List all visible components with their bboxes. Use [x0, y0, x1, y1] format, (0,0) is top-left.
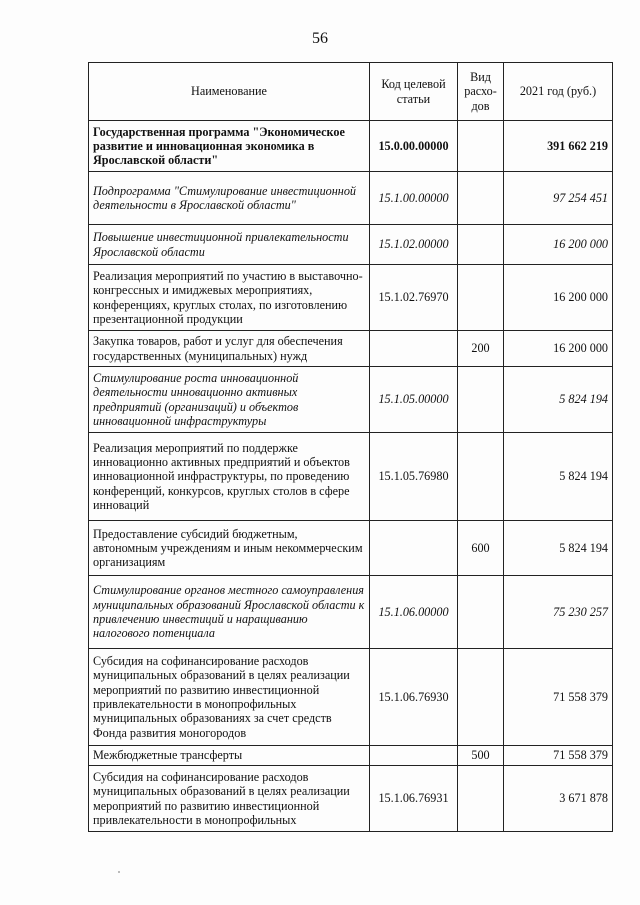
row-code-cell: 15.1.02.00000 [370, 225, 458, 265]
table-row [89, 331, 613, 367]
row-sum-cell: 16 200 000 [504, 331, 613, 367]
row-name-cell: Межбюджетные трансферты [89, 746, 370, 766]
row-name-cell: Реализация мероприятий по поддержке инновационно активных предприятий и объектов инновационной инфраструктуры, по проведению конференций, конкурсов, круглых столов в сфере инноваций [89, 433, 370, 521]
row-name-cell: Государственная программа "Экономическое развитие и инновационная экономика в Ярославской области" [89, 121, 370, 172]
header-kind: Вид расхо-дов [458, 63, 504, 121]
row-sum-cell: 97 254 451 [504, 172, 613, 225]
row-sum-cell: 75 230 257 [504, 576, 613, 649]
row-code-cell: 15.1.06.76930 [370, 649, 458, 746]
row-name-cell: Субсидия на софинансирование расходов муниципальных образований в целях реализации мероприятий по развитию инвестиционной привлекательности в монопрофильных [89, 766, 370, 832]
row-sum-cell: 3 671 878 [504, 766, 613, 832]
row-name-cell: Стимулирование роста инновационной деятельности инновационно активных предприятий (организаций) и объектов инновационной инфраструктуры [89, 367, 370, 433]
row-name-cell: Стимулирование органов местного самоуправления муниципальных образований Ярославской области к привлечению инвестиций и наращиванию налогового потенциала [89, 576, 370, 649]
row-kind-cell [458, 121, 504, 172]
row-sum-cell: 16 200 000 [504, 265, 613, 331]
table-row [89, 225, 613, 265]
row-code-cell: 15.1.02.76970 [370, 265, 458, 331]
row-kind-cell [458, 766, 504, 832]
row-sum-cell: 71 558 379 [504, 746, 613, 766]
row-kind-cell [458, 225, 504, 265]
row-name-cell: Предоставление субсидий бюджетным, автономным учреждениям и иным некоммерческим организациям [89, 521, 370, 576]
row-name-cell: Субсидия на софинансирование расходов муниципальных образований в целях реализации мероприятий по развитию инвестиционной привлекательности в монопрофильных муниципальных образованиях за счет средств Фонда развития моногородов [89, 649, 370, 746]
table-row [89, 766, 613, 832]
row-kind-cell: 200 [458, 331, 504, 367]
page-number: 56 [312, 30, 328, 47]
row-code-cell: 15.1.05.00000 [370, 367, 458, 433]
table-row [89, 576, 613, 649]
row-kind-cell [458, 433, 504, 521]
row-code-cell: 15.0.00.00000 [370, 121, 458, 172]
table-row [89, 746, 613, 766]
header-year: 2021 год (руб.) [504, 63, 613, 121]
table-row [89, 172, 613, 225]
scan-speck [118, 871, 120, 873]
row-sum-cell: 5 824 194 [504, 367, 613, 433]
row-code-cell: 15.1.06.76931 [370, 766, 458, 832]
row-kind-cell [458, 576, 504, 649]
header-code: Код целевой статьи [370, 63, 458, 121]
table-row [89, 521, 613, 576]
row-code-cell: 15.1.06.00000 [370, 576, 458, 649]
row-sum-cell: 16 200 000 [504, 225, 613, 265]
row-sum-cell: 5 824 194 [504, 433, 613, 521]
row-code-cell [370, 521, 458, 576]
row-kind-cell [458, 649, 504, 746]
row-name-cell: Закупка товаров, работ и услуг для обеспечения государственных (муниципальных) нужд [89, 331, 370, 367]
row-name-cell: Повышение инвестиционной привлекательности Ярославской области [89, 225, 370, 265]
table-row [89, 649, 613, 746]
budget-table [88, 62, 613, 832]
header-name: Наименование [89, 63, 370, 121]
row-sum-cell: 5 824 194 [504, 521, 613, 576]
table-header-row [89, 63, 613, 121]
row-sum-cell: 71 558 379 [504, 649, 613, 746]
table-row [89, 433, 613, 521]
row-code-cell: 15.1.00.00000 [370, 172, 458, 225]
row-kind-cell [458, 367, 504, 433]
table-row [89, 121, 613, 172]
row-kind-cell: 500 [458, 746, 504, 766]
table-row [89, 265, 613, 331]
row-sum-cell: 391 662 219 [504, 121, 613, 172]
row-kind-cell [458, 265, 504, 331]
row-code-cell [370, 746, 458, 766]
row-name-cell: Реализация мероприятий по участию в выставочно-конгрессных и имиджевых мероприятиях, конференциях, круглых столах, по изготовлению презентационной продукции [89, 265, 370, 331]
row-code-cell [370, 331, 458, 367]
row-kind-cell [458, 172, 504, 225]
row-code-cell: 15.1.05.76980 [370, 433, 458, 521]
table-row [89, 367, 613, 433]
row-name-cell: Подпрограмма "Стимулирование инвестиционной деятельности в Ярославской области" [89, 172, 370, 225]
row-kind-cell: 600 [458, 521, 504, 576]
